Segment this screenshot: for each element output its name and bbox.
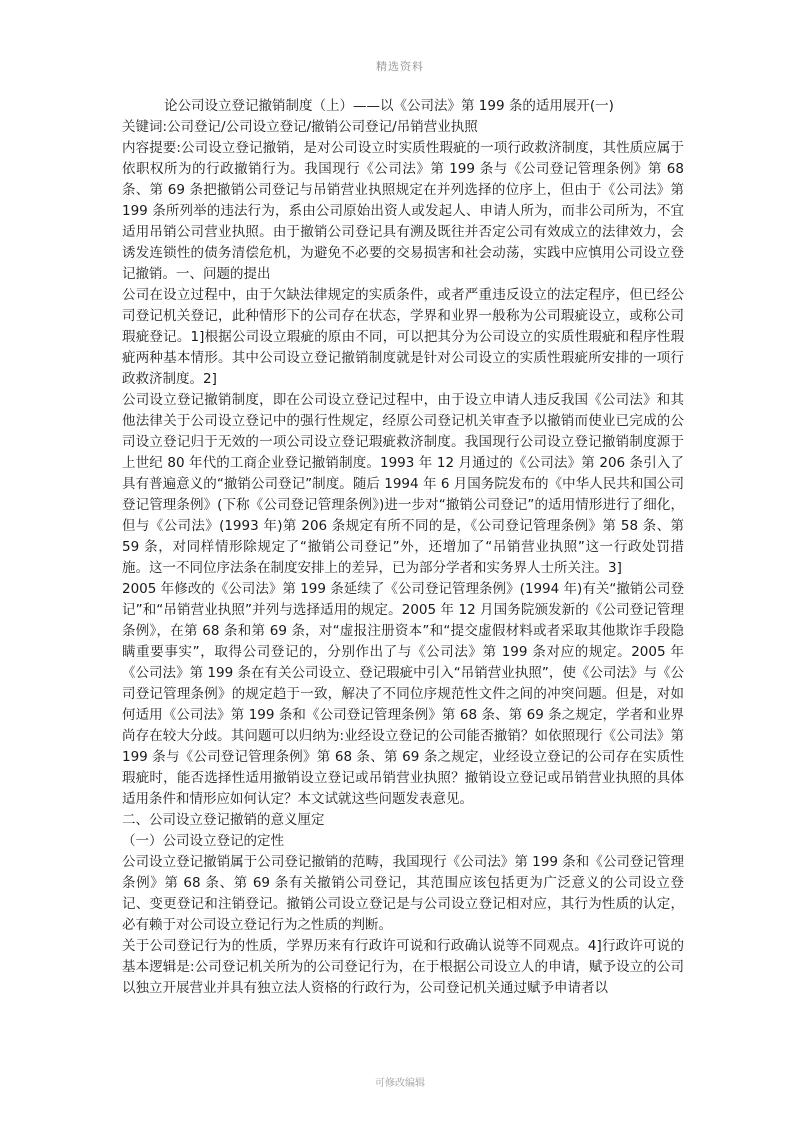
- page-footer: 可修改编辑: [375, 1078, 425, 1089]
- subsection-heading: （一）公司设立登记的定性: [122, 833, 284, 849]
- summary-paragraph: 内容提要:公司设立登记撤销，是对公司设立时实质性瑕疵的一项行政救济制度，其性质应属于依职权所为的行政撤销行为。我国现行《公司法》第 199 条与《公司登记管理条例》第 68 条、第 69 条把撤销公司登记与吊销营业执照规定在并列选择的位序上，但由于《公司法》第 199 条所列举的违法行为，系由公司原始出资人或发起人、申请人所为，而非公司所为，不宜适用吊销公司营业执照。由于撤销公司登记具有溯及既往并否定公司有效成立的法律效力，会诱发连锁性的债务清偿危机，为避免不必要的交易损害和社会动荡，实践中应慎用公司设立登记撤销。一、问题的提出: [122, 140, 684, 282]
- body-paragraph: 公司设立登记撤销属于公司登记撤销的范畴，我国现行《公司法》第 199 条和《公司登记管理条例》第 68 条、第 69 条有关撤销公司登记，其范围应该包括更为广泛意义的公司设立登记、变更登记和注销登记。撤销公司设立登记是与公司设立登记相对应，其行为性质的认定，必有赖于对公司设立登记行为之性质的判断。: [122, 854, 684, 933]
- body-paragraph: 关于公司登记行为的性质，学界历来有行政许可说和行政确认说等不同观点。4]行政许可说的基本逻辑是:公司登记机关所为的公司登记行为，在于根据公司设立人的申请，赋予设立的公司以独立开展营业并具有独立法人资格的行政行为，公司登记机关通过赋予申请者以: [122, 938, 684, 996]
- section-heading: 二、公司设立登记撤销的意义厘定: [122, 812, 325, 828]
- body-paragraph: 2005 年修改的《公司法》第 199 条延续了《公司登记管理条例》(1994 年)有关“撤销公司登记”和“吊销营业执照”并列与选择适用的规定。2005 年 12 月国务院颁发新的《公司登记管理条例》，在第 68 条和第 69 条，对“虚报注册资本”和“提交虚假材料或者采取其他欺诈手段隐瞒重要事实”，取得公司登记的，分别作出了与《公司法》第 199 条对应的规定。2005 年《公司法》第 199 条在有关公司设立、登记瑕疵中引入“吊销营业执照”，使《公司法》与《公司登记管理条例》的规定趋于一致，解决了不同位序规范性文件之间的冲突问题。但是，对如何适用《公司法》第 199 条和《公司登记管理条例》第 68 条、第 69 条之规定，学者和业界尚存在较大分歧。其问题可以归纳为:业经设立登记的公司能否撤销？如依照现行《公司法》第 199 条与《公司登记管理条例》第 68 条、第 69 条之规定，业经设立登记的公司存在实质性瑕疵时，能否选择性适用撤销设立登记或吊销营业执照？撤销设立登记或吊销营业执照的具体适用条件和情形应如何认定？本文试就这些问题发表意见。: [122, 581, 684, 807]
- keywords-line: 关键词:公司登记/公司设立登记/撤销公司登记/吊销营业执照: [122, 119, 478, 135]
- document-title: 论公司设立登记撤销制度（上）——以《公司法》第 199 条的适用展开(一): [164, 98, 614, 114]
- body-paragraph: 公司在设立过程中，由于欠缺法律规定的实质条件，或者严重违反设立的法定程序，但已经公司登记机关登记，此种情形下的公司存在状态，学界和业界一般称为公司瑕疵设立，或称公司瑕疵登记。1]根据公司设立瑕疵的原由不同，可以把其分为公司设立的实质性瑕疵和程序性瑕疵两种基本情形。其中公司设立登记撤销制度就是针对公司设立的实质性瑕疵所安排的一项行政救济制度。2]: [122, 287, 684, 387]
- body-paragraph: 公司设立登记撤销制度，即在公司设立登记过程中，由于设立申请人违反我国《公司法》和其他法律关于公司设立登记中的强行性规定，经原公司登记机关审查予以撤销而使业已完成的公司设立登记归于无效的一项公司设立登记瑕疵救济制度。我国现行公司设立登记撤销制度源于上世纪 80 年代的工商企业登记撤销制度。1993 年 12 月通过的《公司法》第 206 条引入了具有普遍意义的“撤销公司登记”制度。随后 1994 年 6 月国务院发布的《中华人民共和国公司登记管理条例》(下称《公司登记管理条例》)进一步对“撤销公司登记”的适用情形进行了细化，但与《公司法》(1993 年)第 206 条规定有所不同的是，《公司登记管理条例》第 58 条、第 59 条，对同样情形除规定了“撤销公司登记”外，还增加了“吊销营业执照”这一行政处罚措施。这一不同位序法条在制度安排上的差异，已为部分学者和实务界人士所关注。3]: [122, 392, 684, 576]
- document-body: [122, 96, 684, 999]
- page-header: 精选资料: [376, 60, 424, 73]
